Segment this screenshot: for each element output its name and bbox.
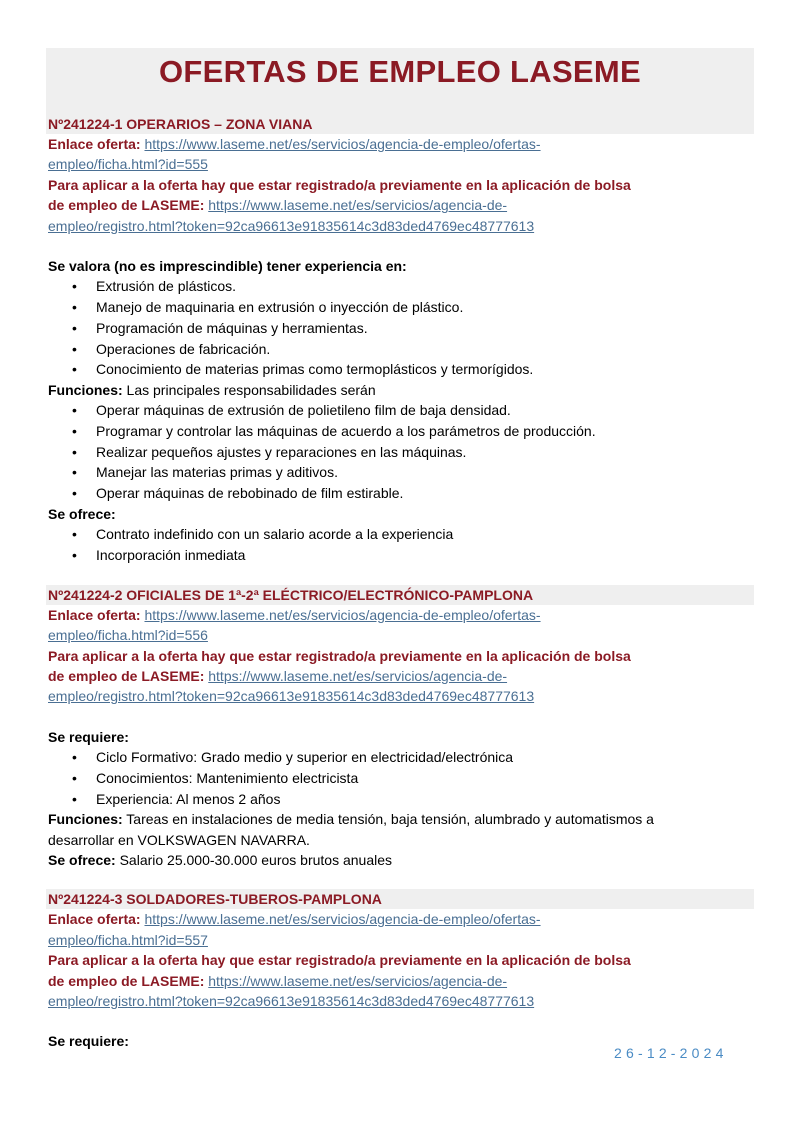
page-title: OFERTAS DE EMPLEO LASEME	[159, 54, 641, 89]
offer-1-link[interactable]: https://www.laseme.net/es/servicios/agencia-de-empleo/ofertas-	[144, 136, 541, 152]
footer-date: 26-12-2024	[614, 1045, 728, 1061]
offer-2-link[interactable]: https://www.laseme.net/es/servicios/agencia-de-empleo/ofertas-	[144, 606, 541, 623]
list-item: • Programar y controlar las máquinas de acuerdo a los parámetros de producción.	[72, 423, 596, 440]
offer-1-apply-label: de empleo de LASEME:	[48, 197, 205, 214]
offer-2-apply-text: Para aplicar a la oferta hay que estar registrado/a previamente en la aplicación de bolsa	[48, 647, 631, 664]
offer-3-link-label: Enlace oferta:	[48, 911, 141, 928]
offer-1	[48, 134, 754, 566]
offer-1-valued-list	[48, 276, 754, 380]
title-band	[46, 48, 754, 134]
list-item: • Contrato indefinido con un salario acorde a la experiencia	[72, 526, 454, 543]
offer-3-link[interactable]: https://www.laseme.net/es/servicios/agencia-de-empleo/ofertas-	[144, 911, 541, 928]
offer-2-functions: Funciones: Tareas en instalaciones de media tensión, baja tensión, alumbrado y automatismos a	[48, 811, 654, 828]
offer-3-heading: Nº241224-3 SOLDADORES-TUBEROS-PAMPLONA	[46, 889, 754, 909]
document-page	[48, 48, 754, 1052]
list-item: • Extrusión de plásticos.	[72, 278, 237, 295]
offer-1-apply-text: Para aplicar a la oferta hay que estar registrado/a previamente en la aplicación de bolsa	[48, 176, 631, 193]
list-item: • Ciclo Formativo: Grado medio y superior en electricidad/electrónica	[72, 749, 514, 766]
list-item: • Realizar pequeños ajustes y reparaciones en las máquinas.	[72, 443, 467, 460]
offer-1-register-link[interactable]: https://www.laseme.net/es/servicios/agencia-de-	[208, 197, 508, 214]
offer-2-heading: Nº241224-2 OFICIALES DE 1ª-2ª ELÉCTRICO/ELECTRÓNICO-PAMPLONA	[46, 585, 754, 605]
offer-1-link-label: Enlace oferta:	[48, 136, 141, 152]
offer-2-offer: Se ofrece: Salario 25.000-30.000 euros brutos anuales	[48, 852, 393, 869]
list-item: • Manejo de maquinaria en extrusión o inyección de plástico.	[72, 299, 464, 316]
list-item: • Conocimientos: Mantenimiento electricista	[72, 769, 359, 786]
list-item: • Manejar las materias primas y aditivos.	[72, 464, 338, 481]
list-item: • Operar máquinas de rebobinado de film estirable.	[72, 485, 404, 502]
list-item: • Programación de máquinas y herramientas.	[72, 319, 368, 336]
offer-2-apply-label: de empleo de LASEME:	[48, 667, 205, 684]
offer-2-required-list	[48, 747, 754, 809]
offer-1-functions: Funciones: Las principales responsabilidades serán	[48, 381, 376, 398]
offer-3-required-label: Se requiere:	[48, 1033, 129, 1050]
offer-2-functions-cont: desarrollar en VOLKSWAGEN NAVARRA.	[48, 831, 310, 848]
offer-2-register-link-cont[interactable]: empleo/registro.html?token=92ca96613e91835614c3d83ded4769ec48777613	[48, 688, 535, 705]
offer-1-functions-list	[48, 400, 754, 504]
offer-1-register-link-cont[interactable]: empleo/registro.html?token=92ca96613e91835614c3d83ded4769ec48777613	[48, 217, 535, 234]
list-item: • Experiencia: Al menos 2 años	[72, 790, 281, 807]
offer-2-required-label: Se requiere:	[48, 728, 129, 745]
offer-1-valued-label: Se valora (no es imprescindible) tener experiencia en:	[48, 258, 407, 275]
offer-2-register-link[interactable]: https://www.laseme.net/es/servicios/agencia-de-	[208, 667, 508, 684]
offer-1-offer-label: Se ofrece:	[48, 505, 116, 522]
offer-3-apply-text: Para aplicar a la oferta hay que estar registrado/a previamente en la aplicación de bolsa	[48, 952, 631, 969]
offer-3-register-link[interactable]: https://www.laseme.net/es/servicios/agencia-de-	[208, 972, 508, 989]
offer-3-apply-label: de empleo de LASEME:	[48, 972, 205, 989]
offer-1-offer-list	[48, 524, 754, 565]
list-item: • Operaciones de fabricación.	[72, 340, 271, 357]
offer-3-link-cont[interactable]: empleo/ficha.html?id=557	[48, 931, 208, 948]
offer-2-link-label: Enlace oferta:	[48, 606, 141, 623]
offer-2	[48, 585, 754, 871]
list-item: • Operar máquinas de extrusión de polietileno film de baja densidad.	[72, 402, 511, 419]
list-item: • Conocimiento de materias primas como termoplásticos y termorígidos.	[72, 361, 534, 378]
offer-1-heading: Nº241224-1 OPERARIOS – ZONA VIANA	[48, 114, 752, 134]
offer-2-link-cont[interactable]: empleo/ficha.html?id=556	[48, 627, 208, 644]
offer-3	[48, 889, 754, 1051]
offer-3-register-link-cont[interactable]: empleo/registro.html?token=92ca96613e91835614c3d83ded4769ec48777613	[48, 993, 535, 1010]
list-item: • Incorporación inmediata	[72, 546, 246, 563]
offer-1-link-cont[interactable]: empleo/ficha.html?id=555	[48, 156, 208, 173]
